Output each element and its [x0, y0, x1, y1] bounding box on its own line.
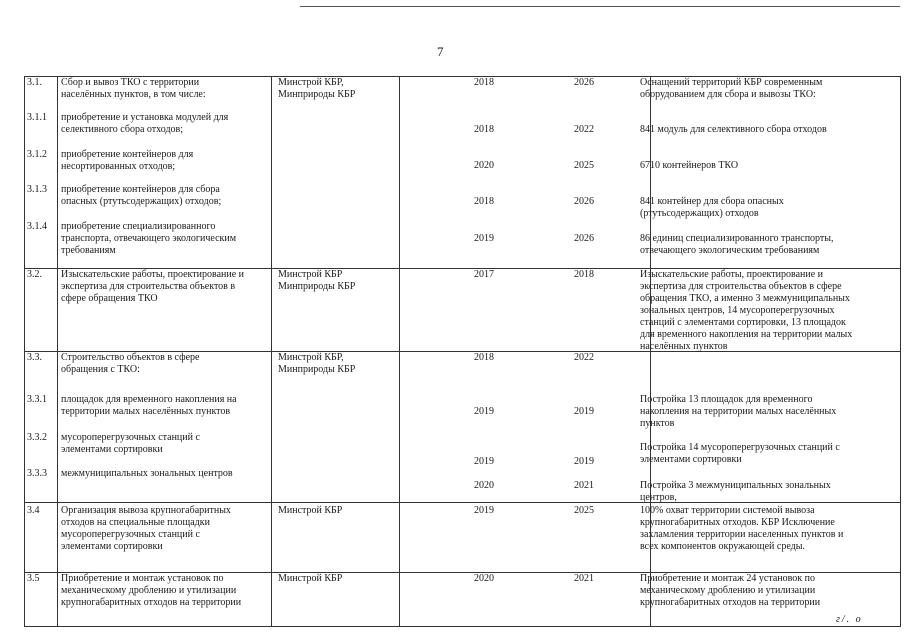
- activity-text: мусороперегрузочных станций с: [61, 432, 200, 443]
- start-year: 2019: [474, 505, 494, 516]
- activity-text: экспертиза для строительства объектов в: [61, 281, 236, 292]
- start-year: 2017: [474, 269, 494, 280]
- executor-text: Минстрой КБР: [278, 573, 343, 584]
- activity-text: Организация вывоза крупногабаритных: [61, 505, 231, 516]
- start-year: 2018: [474, 352, 494, 363]
- activity-text: приобретение и установка модулей для: [61, 112, 229, 123]
- result-text: зональных центров, 14 мусороперегрузочных: [640, 305, 835, 316]
- result-text: накопления на территории малых населённых: [640, 406, 837, 417]
- result-text: элементами сортировки: [640, 454, 742, 465]
- result-text: Оснащений территорий КБР современным: [640, 77, 823, 88]
- result-text: Постройка 3 межмуниципальных зональных: [640, 480, 831, 491]
- end-year: 2025: [574, 160, 594, 171]
- result-text: Постройка 14 мусороперегрузочных станций с: [640, 442, 840, 453]
- end-year: 2019: [574, 406, 594, 417]
- activity-text: территории малых населённых пунктов: [61, 406, 231, 417]
- result-text: всех компонентов окружающей среды.: [640, 541, 805, 552]
- result-text: обращения ТКО, а именно 3 межмуниципальных: [640, 293, 850, 304]
- item-number: 3.1.2: [27, 149, 47, 160]
- end-year: 2026: [574, 77, 594, 88]
- result-text: крупногабаритных отходов. КБР Исключение: [640, 517, 835, 528]
- result-text: механическому дроблению и утилизации: [640, 585, 816, 596]
- end-year: 2021: [574, 480, 594, 491]
- activity-text: Приобретение и монтаж установок по: [61, 573, 224, 584]
- activity-text: приобретение контейнеров для сбора: [61, 184, 220, 195]
- activity-text: Сбор и вывоз ТКО с территории: [61, 77, 200, 88]
- item-number: 3.3.: [27, 352, 42, 363]
- activity-text: сфере обращения ТКО: [61, 293, 158, 304]
- item-number: 3.3.2: [27, 432, 47, 443]
- executor-text: Минприроды КБР: [278, 89, 356, 100]
- activity-text: Строительство объектов в сфере: [61, 352, 200, 363]
- result-text: станций с элементами сортировки, 13 площадок: [640, 317, 846, 328]
- activity-text: приобретение специализированного: [61, 221, 216, 232]
- result-text: Приобретение и монтаж 24 установок по: [640, 573, 816, 584]
- table-row-border: [24, 626, 901, 627]
- result-text: экспертиза для строительства объектов в сфере: [640, 281, 842, 292]
- start-year: 2018: [474, 77, 494, 88]
- item-number: 3.3.3: [27, 468, 47, 479]
- start-year: 2020: [474, 573, 494, 584]
- activity-text: несортированных отходов;: [61, 161, 176, 172]
- activity-text: Изыскательские работы, проектирование и: [61, 269, 245, 280]
- result-text: 6710 контейнеров ТКО: [640, 160, 739, 171]
- activity-text: населённых пунктов, в том числе:: [61, 89, 206, 100]
- result-text: Изыскательские работы, проектирование и: [640, 269, 824, 280]
- item-number: 3.4: [27, 505, 40, 516]
- activity-text: мусороперегрузочных станций с: [61, 529, 200, 540]
- end-year: 2026: [574, 233, 594, 244]
- executor-text: Минстрой КБР: [278, 269, 343, 280]
- activity-text: площадок для временного накопления на: [61, 394, 237, 405]
- end-year: 2022: [574, 352, 594, 363]
- result-text: пунктов: [640, 418, 675, 429]
- executor-text: Минприроды КБР: [278, 364, 356, 375]
- activity-text: приобретение контейнеров для: [61, 149, 194, 160]
- handwritten-mark: г/. о: [836, 614, 863, 625]
- start-year: 2018: [474, 124, 494, 135]
- result-text: населённых пунктов: [640, 341, 728, 352]
- start-year: 2019: [474, 233, 494, 244]
- result-text: Постройка 13 площадок для временного: [640, 394, 813, 405]
- executor-text: Минприроды КБР: [278, 281, 356, 292]
- activity-text: селективного сбора отходов;: [61, 124, 184, 135]
- start-year: 2019: [474, 406, 494, 417]
- result-text: отвечающего экологическим требованиям: [640, 245, 820, 256]
- activity-text: межмуниципальных зональных центров: [61, 468, 233, 479]
- executor-text: Минстрой КБР,: [278, 352, 344, 363]
- end-year: 2022: [574, 124, 594, 135]
- result-text: центров,: [640, 492, 677, 503]
- item-number: 3.2.: [27, 269, 42, 280]
- start-year: 2020: [474, 160, 494, 171]
- activity-text: элементами сортировки: [61, 541, 163, 552]
- result-text: захламления территории населенных пунктов и: [640, 529, 844, 540]
- activity-text: отходов на специальные площадки: [61, 517, 210, 528]
- result-text: оборудованием для сбора и вывозы ТКО:: [640, 89, 816, 100]
- result-text: 841 контейнер для сбора опасных: [640, 196, 784, 207]
- end-year: 2025: [574, 505, 594, 516]
- item-number: 3.3.1: [27, 394, 47, 405]
- end-year: 2019: [574, 456, 594, 467]
- result-text: для временного накопления на территории малых: [640, 329, 853, 340]
- activity-text: обращения с ТКО:: [61, 364, 140, 375]
- result-text: (ртутьсодержащих) отходов: [640, 208, 759, 219]
- item-number: 3.1.4: [27, 221, 47, 232]
- start-year: 2018: [474, 196, 494, 207]
- table-row-border: [24, 502, 901, 503]
- start-year: 2019: [474, 456, 494, 467]
- end-year: 2026: [574, 196, 594, 207]
- top-rule: [300, 6, 900, 7]
- activity-text: механическому дроблению и утилизации: [61, 585, 237, 596]
- executor-text: Минстрой КБР: [278, 505, 343, 516]
- activity-text: требованиям: [61, 245, 116, 256]
- end-year: 2021: [574, 573, 594, 584]
- page-number: 7: [437, 44, 444, 59]
- activity-text: элементами сортировки: [61, 444, 163, 455]
- activity-text: крупногабаритных отходов на территории: [61, 597, 242, 608]
- result-text: 86 единиц специализированного транспорты,: [640, 233, 834, 244]
- result-text: 841 модуль для селективного сбора отходов: [640, 124, 827, 135]
- result-text: 100% охват территории системой вывоза: [640, 505, 815, 516]
- end-year: 2018: [574, 269, 594, 280]
- item-number: 3.1.1: [27, 112, 47, 123]
- item-number: 3.5: [27, 573, 40, 584]
- item-number: 3.1.: [27, 77, 42, 88]
- item-number: 3.1.3: [27, 184, 47, 195]
- activity-text: опасных (ртутьсодержащих) отходов;: [61, 196, 222, 207]
- activity-text: транспорта, отвечающего экологическим: [61, 233, 237, 244]
- start-year: 2020: [474, 480, 494, 491]
- result-text: крупногабаритных отходов на территории: [640, 597, 821, 608]
- executor-text: Минстрой КБР,: [278, 77, 344, 88]
